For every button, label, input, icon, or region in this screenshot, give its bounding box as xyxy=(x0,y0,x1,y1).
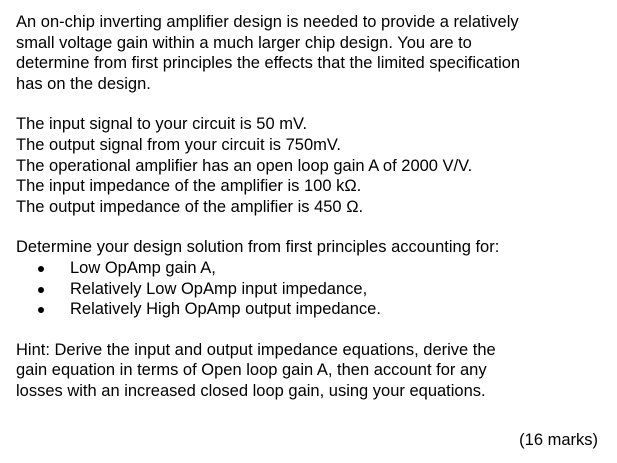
hint-paragraph xyxy=(16,340,596,402)
hint-line: gain equation in terms of Open loop gain A, then account for any xyxy=(16,361,487,380)
paragraph-spacer xyxy=(16,94,596,114)
bullet-dot-icon xyxy=(38,266,44,272)
bullet-text: Relatively High OpAmp output impedance. xyxy=(70,300,381,319)
spec-output-impedance: The output impedance of the amplifier is 450 Ω. xyxy=(16,197,364,216)
bullet-dot-icon xyxy=(38,307,44,313)
task-lead xyxy=(16,237,596,258)
hint-line: losses with an increased closed loop gain, using your equations. xyxy=(16,381,486,400)
bullet-text: Relatively Low OpAmp input impedance, xyxy=(70,279,368,298)
spec-input-impedance: The input impedance of the amplifier is 100 kΩ. xyxy=(16,177,362,196)
intro-paragraph xyxy=(16,12,596,94)
spec-open-loop-gain: The operational amplifier has an open loop gain A of 2000 V/V. xyxy=(16,156,473,175)
bullet-text: Low OpAmp gain A, xyxy=(70,258,216,277)
paragraph-spacer xyxy=(16,217,596,237)
intro-line: small voltage gain within a much larger chip design. You are to xyxy=(16,33,472,52)
hint-line: Hint: Derive the input and output impedance equations, derive the xyxy=(16,340,496,359)
intro-line: has on the design. xyxy=(16,74,151,93)
intro-line: An on-chip inverting amplifier design is needed to provide a relatively xyxy=(16,13,519,31)
spec-input-signal: The input signal to your circuit is 50 mV. xyxy=(16,115,308,134)
paragraph-spacer xyxy=(16,320,596,340)
task-bullet-list xyxy=(16,258,596,320)
bullet-dot-icon xyxy=(38,287,44,293)
marks-label: (16 marks) xyxy=(519,431,598,449)
task-lead-text: Determine your design solution from first principles accounting for: xyxy=(16,238,500,257)
spec-output-signal: The output signal from your circuit is 750mV. xyxy=(16,135,341,154)
specification-paragraph xyxy=(16,114,596,217)
bullet-item xyxy=(16,279,596,300)
intro-line: determine from first principles the effects that the limited specification xyxy=(16,54,521,73)
question-document xyxy=(16,12,596,402)
bullet-item xyxy=(16,258,596,279)
bullet-item xyxy=(16,299,596,320)
